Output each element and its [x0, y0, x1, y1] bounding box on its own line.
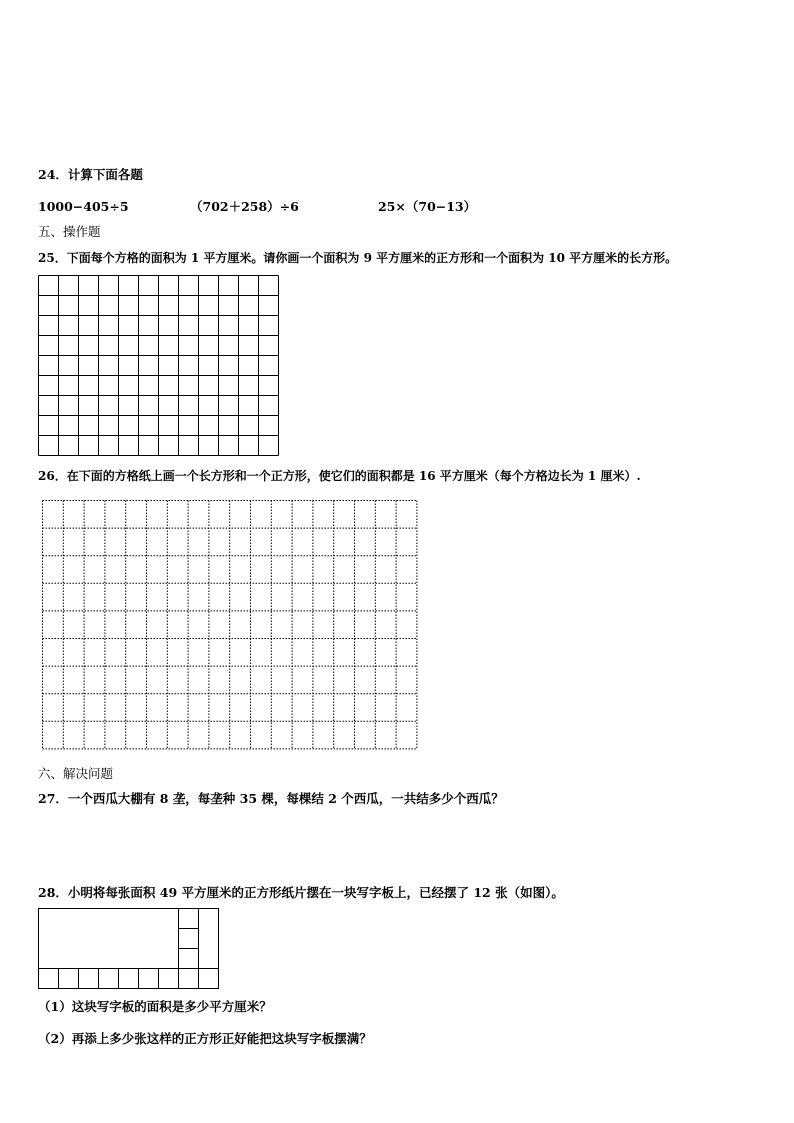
q24-expr-2: （702＋258）÷6 — [190, 199, 299, 214]
q24-expr-3: 25×（70−13） — [378, 199, 477, 214]
placed-square — [79, 969, 99, 989]
placed-square — [39, 969, 59, 989]
placed-square — [199, 969, 219, 989]
placed-square — [139, 969, 159, 989]
q24-title: 24．计算下面各题 — [38, 167, 143, 182]
section-6-title: 六、解决问题 — [38, 766, 114, 781]
section-5-title: 五、操作题 — [38, 224, 101, 239]
q25-text: 25．下面每个方格的面积为 1 平方厘米。请你画一个面积为 9 平方厘米的正方形和一个面积为 10 平方厘米的长方形。 — [38, 251, 678, 265]
q28-sub-question-1: （1）这块写字板的面积是多少平方厘米？ — [38, 999, 272, 1014]
placed-square — [59, 969, 79, 989]
q26-dotted-grid — [42, 500, 418, 752]
placed-square — [179, 969, 199, 989]
q27-text: 27．一个西瓜大棚有 8 垄，每垄种 35 棵，每棵结 2 个西瓜，一共结多少个西瓜？ — [38, 791, 504, 806]
placed-square — [99, 969, 119, 989]
placed-square — [119, 969, 139, 989]
q25-solid-grid — [38, 275, 280, 457]
q28-text: 28．小明将每张面积 49 平方厘米的正方形纸片摆在一块写字板上，已经摆了 12 张（如图）。 — [38, 885, 564, 900]
q28-board-figure — [38, 908, 220, 990]
q24-expr-1: 1000−405÷5 — [38, 199, 129, 214]
q28-sub-question-2: （2）再添上多少张这样的正方形正好能把这块写字板摆满？ — [38, 1031, 372, 1046]
q26-text: 26．在下面的方格纸上画一个长方形和一个正方形，使它们的面积都是 16 平方厘米（每个方格边长为 1 厘米）. — [38, 469, 641, 483]
placed-square — [159, 969, 179, 989]
